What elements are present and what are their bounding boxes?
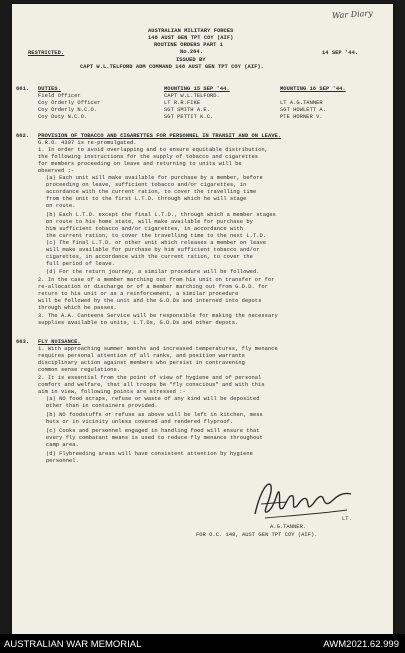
tobacco-line: G.R.O. 4307 is re-promulgated. — [38, 140, 137, 146]
duties-number: 661. — [16, 86, 30, 92]
duty-officer-b: LT A.G.TANNER — [280, 100, 323, 106]
tobacco-line: return to his unit or as a reinforcement, a similar procedure — [38, 291, 239, 297]
tobacco-line: the following instructions for the supply of tobacco and cigarettes — [38, 154, 259, 160]
tobacco-line: through which he passes. — [38, 305, 117, 311]
duty-officer-b: PTE HORNER V. — [280, 114, 323, 120]
tobacco-line: re-allocation or discharge or of a member marching out from G.D.D. for — [38, 284, 268, 290]
duties-mounting-2: MOUNTING 16 SEP '44. — [280, 86, 346, 92]
header-line-4: No.264. — [180, 49, 203, 55]
duty-role: Coy Orderly N.C.O. — [38, 107, 98, 113]
handwritten-note: War Diary — [331, 8, 374, 21]
tobacco-line: on route to his home state, will make available for purchase by — [46, 219, 253, 225]
tobacco-line: for members proceeding on leave and returning to units will be — [38, 161, 242, 167]
duties-mounting-1: MOUNTING 15 SEP '44. — [164, 86, 230, 92]
tobacco-line: proceeding on leave, sufficient tobacco and/or cigarettes, in — [46, 182, 247, 188]
fly-number: 663. — [16, 339, 30, 345]
tobacco-line: the current ration, to cover the travelling time to the next L.T.D. — [46, 233, 267, 239]
duty-officer-a: SGT SMITH A.E. — [164, 107, 210, 113]
fly-line: comfort and welfare, that all troops be "fly conscious" and with this — [38, 382, 265, 388]
tobacco-line: cigarettes, in accordance with the current ration, to cover the — [46, 254, 253, 260]
header-line-2: 148 AUST GEN TPT COY (AIF) — [148, 35, 234, 41]
tobacco-line: will be followed by the unit and the G.D.Ds and interned into depots — [38, 298, 262, 304]
archive-footer — [0, 634, 405, 653]
fly-line: other than in containers provided. — [46, 403, 158, 409]
duty-role: Field Officer — [38, 93, 81, 99]
fly-line: requires personal attention of all ranks, and position warrants — [38, 353, 245, 359]
signature-for-line: FOR O.C. 148, AUST GEN TPT COY (AIF). — [196, 532, 318, 538]
signature-rank: LT. — [342, 516, 352, 522]
footer-accession-number: AWM2021.62.999 — [323, 639, 399, 650]
issued-label: ISSUED BY — [176, 57, 206, 63]
issued-by: CAPT W.L.TELFORD ADM COMMAND 148 AUST GEN TPT COY (AIF). — [80, 64, 264, 70]
tobacco-line: 2. In the case of a member marching out from his unit on transfer or for — [38, 277, 275, 283]
fly-line: FLY NUISANCE. — [38, 339, 81, 345]
tobacco-line: PROVISION OF TOBACCO AND CIGARETTES FOR PERSONNEL IN TRANSIT AND ON LEAVE. — [38, 133, 282, 139]
fly-line: aim in view, following points are stressed :- — [38, 389, 186, 395]
fly-line: (a) NO food scraps, refuse or waste of any kind will be deposited — [46, 396, 260, 402]
header-line-1: AUSTRALIAN MILITARY FORCES — [148, 28, 234, 34]
document-date: 14 SEP '44. — [322, 50, 359, 56]
fly-line: every fly combatant means is used to reduce fly menance throughout — [46, 435, 263, 441]
fly-line: (d) Flybreeding areas will have consistent attention by hygiene — [46, 451, 253, 457]
tobacco-line: from the unit to the first L.T.D. through which he will stage — [46, 196, 247, 202]
fly-line: huts or in vicinity unless covered and rendered flyproof. — [46, 419, 234, 425]
tobacco-line: (c) The final L.T.D. or other unit which releases a member on leave — [46, 240, 267, 246]
tobacco-line: (d) For the return journey, a similar procedure will be followed. — [46, 269, 260, 275]
document-page — [12, 4, 393, 634]
duty-officer-a: CAPT W.L.TELFORD. — [164, 93, 220, 99]
tobacco-line: 3. The A.A. Canteens Service will be responsible for making the necessary — [38, 313, 278, 319]
tobacco-line: will make available for purchase by him sufficient tobacco and/or — [46, 247, 260, 253]
duty-officer-a: LT R.R.FIKE — [164, 100, 201, 106]
tobacco-line: full period of leave. — [46, 261, 115, 267]
duty-officer-a: SGT PETTIT K.C. — [164, 114, 214, 120]
duty-role: Coy Duty N.C.O. — [38, 114, 88, 120]
duties-title: DUTIES. — [38, 86, 61, 92]
tobacco-line: accordance with the current ration, to cover the travelling time — [46, 189, 257, 195]
fly-line: (c) Cooks and personnel engaged in handling food will ensure that — [46, 428, 260, 434]
duty-officer-b: SGT HOWLETT A. — [280, 107, 326, 113]
tobacco-line: (b) Each L.T.D. except the final L.T.D., through which a member stages — [46, 212, 276, 218]
tobacco-line: supplies available to units, L.T.Ds, G.D.Ds and other depots. — [38, 320, 239, 326]
fly-line: personnel. — [46, 458, 79, 464]
tobacco-line: on route. — [46, 203, 76, 209]
restricted-label: RESTRICTED. — [28, 50, 65, 56]
fly-line: 2. It is essential from the point of view of hygiene and of personal — [38, 375, 262, 381]
tobacco-line: (a) Each unit will make available for purchase by a member, before — [46, 175, 263, 181]
signatory-name: A.G.TANNER. — [270, 524, 307, 530]
fly-line: disciplinary action against members who persist in contravening — [38, 360, 245, 366]
fly-line: common sense regulations. — [38, 367, 121, 373]
duty-role: Coy Orderly Officer — [38, 100, 101, 106]
tobacco-line: him sufficient tobacco and/or cigarettes, in accordance with — [46, 226, 244, 232]
tobacco-number: 662. — [16, 133, 30, 139]
header-line-3: ROUTINE ORDERS PART 1 — [154, 42, 223, 48]
footer-institution: AUSTRALIAN WAR MEMORIAL — [4, 639, 142, 650]
fly-line: (b) NO foodstuffs or refuse as above will be left in kitchen, mess — [46, 412, 263, 418]
fly-line: camp area. — [46, 442, 79, 448]
tobacco-line: observed :- — [38, 168, 75, 174]
fly-line: 1. With approaching summer months and increased temperatures, fly menance — [38, 346, 278, 352]
tobacco-line: 1. In order to avoid overlapping and to ensure equitable distribution, — [38, 147, 268, 153]
